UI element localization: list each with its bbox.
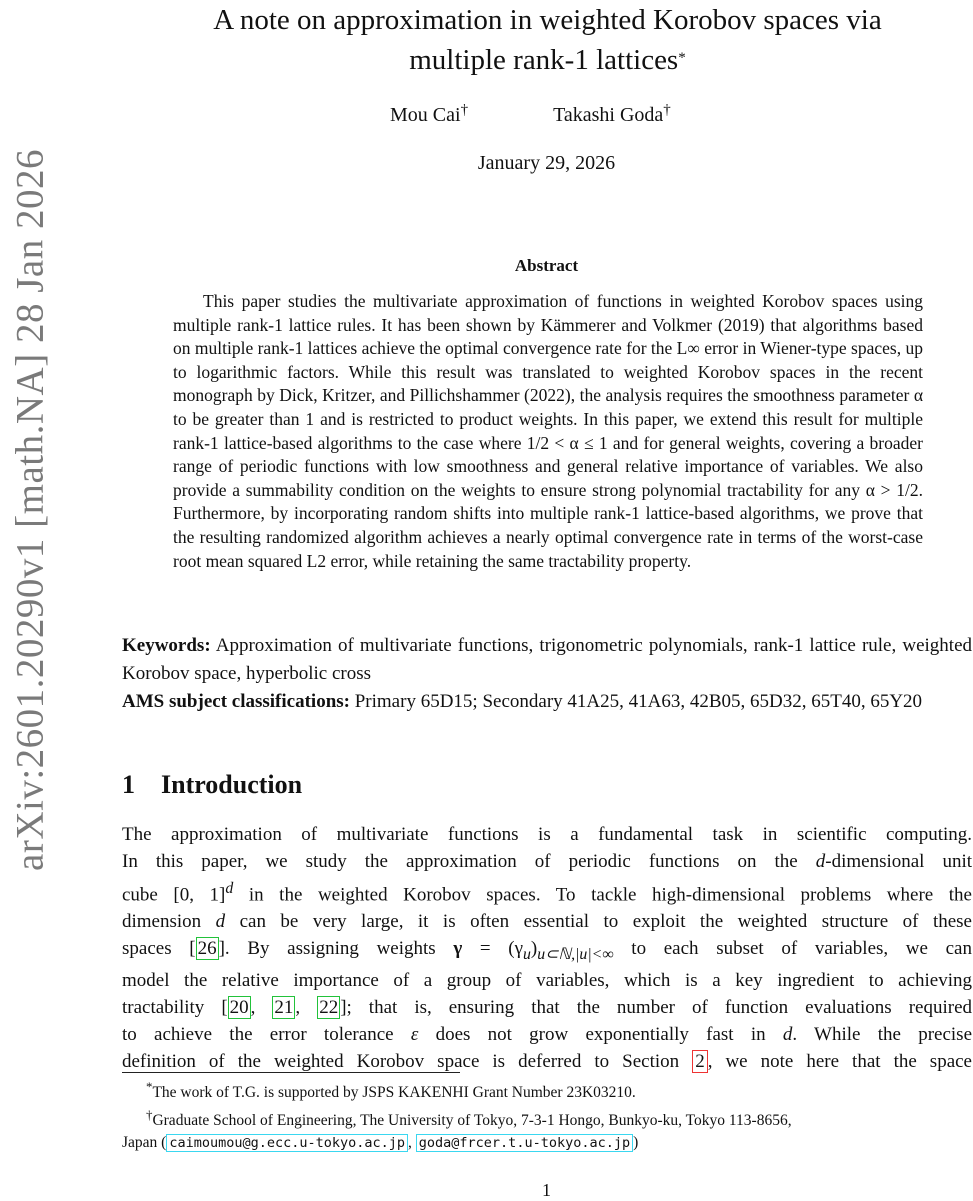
abstract-heading: Abstract (514, 256, 579, 275)
title-line-2: multiple rank-1 lattices* (409, 44, 686, 76)
section-ref-link[interactable]: 2 (692, 1050, 708, 1073)
intro-line: definition of the weighted Korobov space is deferred to Section 2 , we note here that the space (122, 1050, 972, 1072)
footnotes (122, 1076, 972, 1154)
arxiv-identifier: arXiv:2601.20290v1 [math.NA] 28 Jan 2026 (8, 149, 52, 871)
section-number: 1 (122, 770, 135, 799)
ams-label: AMS subject classifications: (122, 691, 350, 712)
footnote-rule (122, 1072, 460, 1073)
abstract-body (173, 290, 923, 573)
keywords-text: Approximation of multivariate functions, trigonometric polynomials, rank-1 lattice rule, weighted Korobov space, hyperbolic cross (122, 635, 973, 684)
email-link-1[interactable]: caimoumou@g.ecc.u-tokyo.ac.jp (166, 1134, 408, 1152)
footnote-1: *The work of T.G. is supported by JSPS KAKENHI Grant Number 23K03210. (146, 1079, 636, 1102)
keywords-block (122, 632, 972, 716)
ams-text: Primary 65D15; Secondary 41A25, 41A63, 42B05, 65D32, 65T40, 65Y20 (354, 691, 923, 712)
author-1: Mou Cai† (390, 102, 469, 126)
citation-link[interactable]: 22 (319, 996, 339, 1018)
ams-line (122, 688, 972, 716)
intro-line: dimension d can be very large, it is often essential to exploit the weighted structure of these (122, 910, 972, 932)
intro-line: model the relative importance of a group of variables, which is a key ingredient to achieving (122, 970, 972, 992)
paper-date: January 29, 2026 (477, 152, 616, 174)
intro-line: The approximation of multivariate functions is a fundamental task in scientific computing. (122, 824, 972, 845)
arxiv-side-stamp (0, 140, 60, 880)
author-2: Takashi Goda† (553, 102, 671, 126)
page-number: 1 (542, 1180, 551, 1200)
footnote-2-cont: Japan ( caimoumou@g.ecc.u-tokyo.ac.jp , goda@frcer.t.u-tokyo.ac.jp ) (122, 1134, 639, 1152)
title-footnote-mark: * (678, 50, 686, 66)
citation-link[interactable]: 26 (197, 937, 217, 959)
intro-line: to achieve the error tolerance ε does not grow exponentially fast in d. While the precise (122, 1023, 972, 1045)
intro-line: spaces [ 26 ]. By assigning weights $\gamma = (\gamma_u)_{u\subset ℕ,|u|<\infty}$ to each subset of variables, we can (122, 937, 972, 963)
title-line-1: A note on approximation in weighted Korobov spaces via (213, 4, 882, 36)
intro-line: tractability [ 20 , 21 , 22 ]; that is, ensuring that the number of function evaluations required (122, 996, 973, 1018)
citation-link[interactable]: 21 (274, 996, 294, 1018)
abstract-text: This paper studies the multivariate approximation of functions in weighted Korobov spaces using multiple rank-1 lattice rules. It has been shown by Kämmerer and Volkmer (2019) that algorithms based on multiple rank-1 lattices achieve the optimal convergence rate for the L∞ error in Wiener-type spaces, up to logarithmic factors. While this result was translated to weighted Korobov spaces in the recent monograph by Dick, Kritzer, and Pillichshammer (2022), the analysis requires the smoothness parameter α to be greater than 1 and is restricted to product weights. In this paper, we extend this result for multiple rank-1 lattice-based algorithms to the case where 1/2 < α ≤ 1 and for general weights, covering a broader range of periodic functions with low smoothness and general relative importance of variables. We also provide a summability condition on the weights to ensure strong polynomial tractability for any α > 1/2. Furthermore, by incorporating random shifts into multiple rank-1 lattice-based algorithms, we prove that the resulting randomized algorithm achieves a nearly optimal convergence rate in terms of the worst-case root mean squared L2 error, while retaining the same tractability property. (173, 291, 923, 571)
footnote-2: †Graduate School of Engineering, The University of Tokyo, 7-3-1 Hongo, Bunkyo-ku, Tokyo 113-8656, (146, 1107, 792, 1130)
keywords-line (122, 632, 972, 688)
paper-title (130, 0, 965, 80)
citation-link[interactable]: 20 (229, 996, 249, 1018)
intro-line: In this paper, we study the approximation of periodic functions on the d-dimensional unit (122, 850, 973, 872)
keywords-label: Keywords: (122, 635, 211, 656)
section-title: Introduction (161, 770, 303, 799)
intro-line: cube [0, 1]$^d$ in the weighted Korobov spaces. To tackle high-dimensional problems where the (122, 879, 972, 905)
author-list (390, 104, 671, 127)
section-heading (122, 770, 302, 800)
email-link-2[interactable]: goda@frcer.t.u-tokyo.ac.jp (416, 1134, 633, 1152)
intro-paragraph (122, 822, 972, 1075)
